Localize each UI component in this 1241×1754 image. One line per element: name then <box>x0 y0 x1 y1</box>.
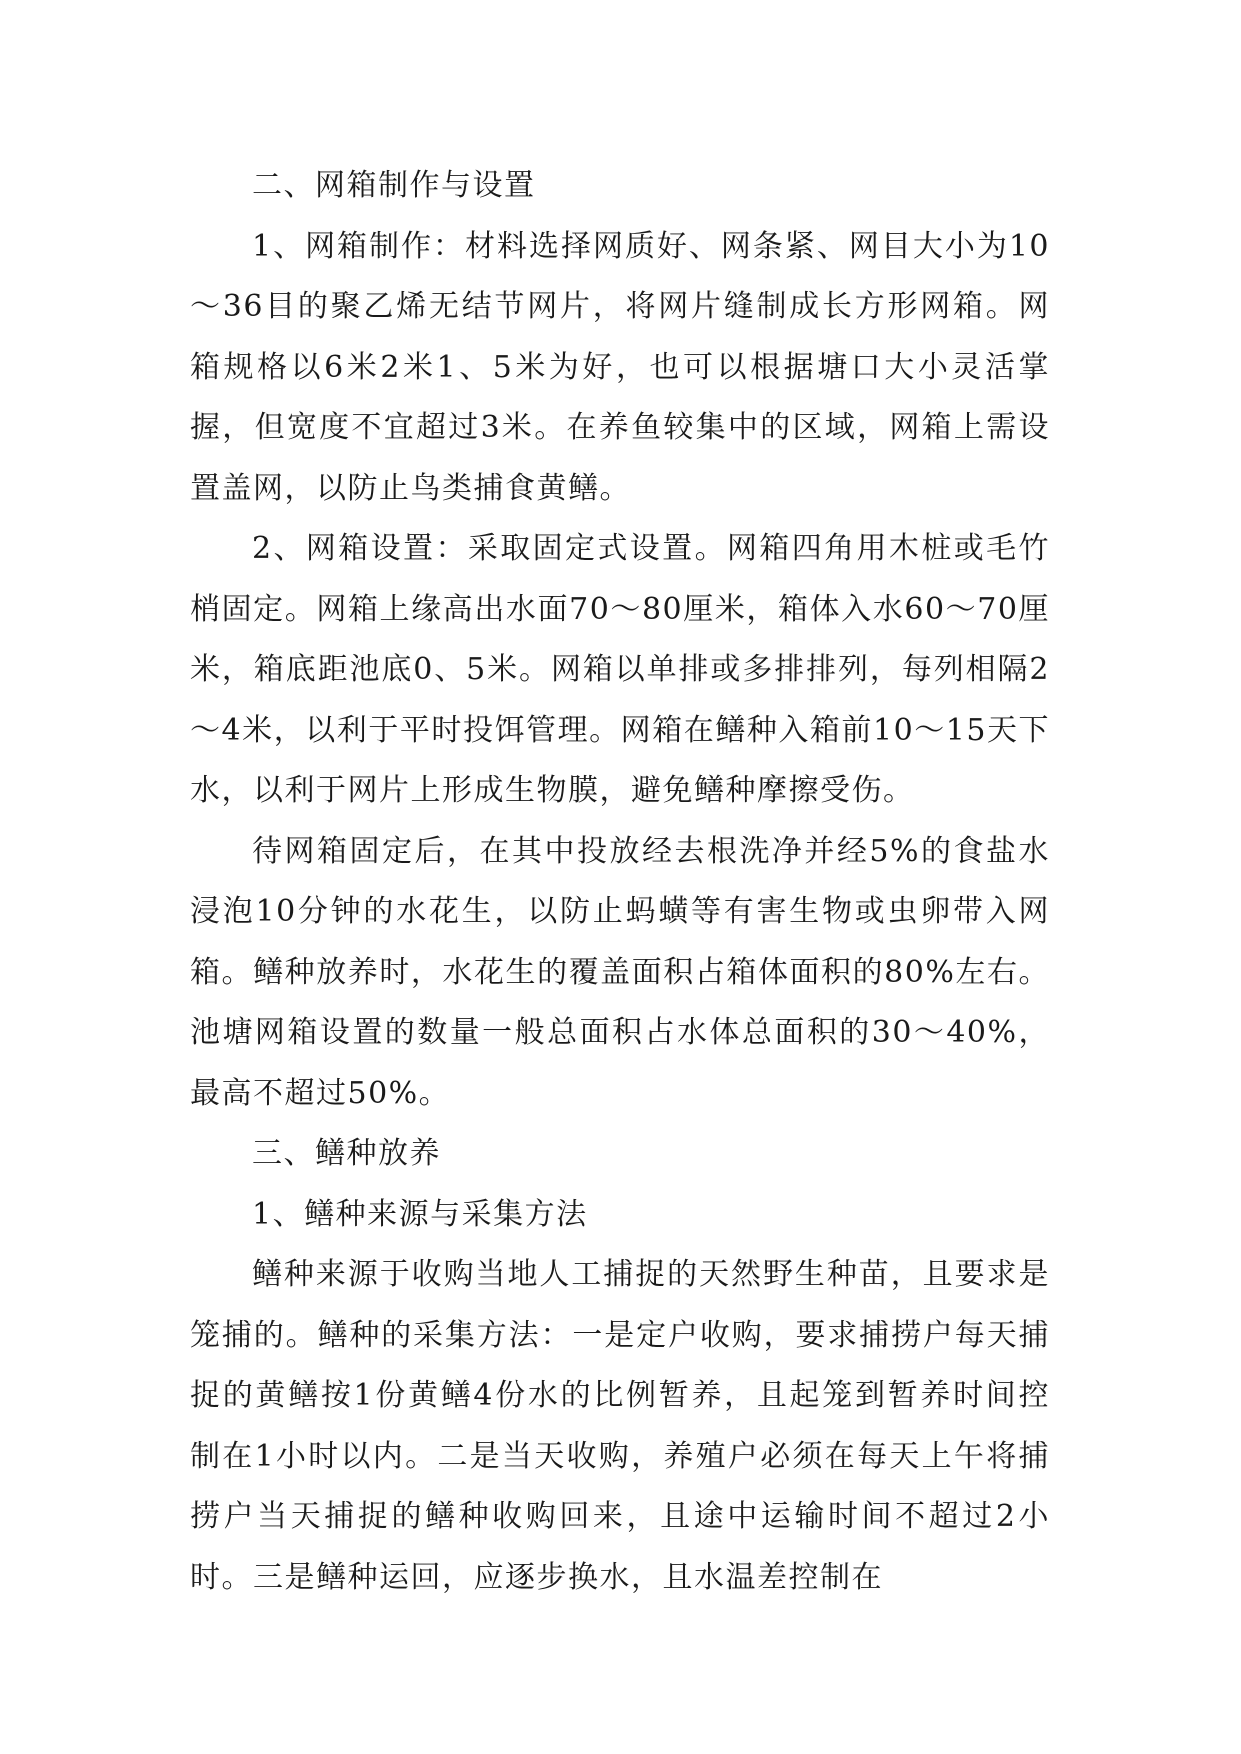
section-heading-3: 三、鳝种放养 <box>252 1136 441 1171</box>
section-heading-2: 二、网箱制作与设置 <box>252 168 536 203</box>
paragraph-net-cage-setup: 2、网箱设置：采取固定式设置。网箱四角用木桩或毛竹梢固定。网箱上缘高出水面70～80厘米，箱体入水60～70厘米，箱底距池底0、5米。网箱以单排或多排排列，每列相隔2～4米，以利于平时投饵管理。网箱在鳝种入箱前10～15天下水，以利于网片上形成生物膜，避免鳝种摩擦受伤。 <box>190 531 1050 808</box>
paragraph-eel-source: 鳝种来源于收购当地人工捕捉的天然野生种苗，且要求是笼捕的。鳝种的采集方法：一是定户收购，要求捕捞户每天捕捉的黄鳝按1份黄鳝4份水的比例暂养，且起笼到暂养时间控制在1小时以内。二是当天收购，养殖户必须在每天上午将捕捞户当天捕捉的鳝种收购回来，且途中运输时间不超过2小时。三是鳝种运回，应逐步换水，且水温差控制在 <box>190 1257 1050 1595</box>
paragraph-net-cage-making: 1、网箱制作：材料选择网质好、网条紧、网目大小为10～36目的聚乙烯无结节网片，将网片缝制成长方形网箱。网箱规格以6米2米1、5米为好，也可以根据塘口大小灵活掌握，但宽度不宜超过3米。在养鱼较集中的区域，网箱上需设置盖网，以防止鸟类捕食黄鳝。 <box>190 228 1050 506</box>
document-body <box>190 156 1050 1608</box>
paragraph-water-peanut: 待网箱固定后，在其中投放经去根洗净并经5%的食盐水浸泡10分钟的水花生，以防止蚂蟥等有害生物或虫卵带入网箱。鳝种放养时，水花生的覆盖面积占箱体面积的80%左右。池塘网箱设置的数量一般总面积占水体总面积的30～40%，最高不超过50%。 <box>190 833 1050 1111</box>
subsection-heading-source: 1、鳝种来源与采集方法 <box>252 1196 588 1232</box>
